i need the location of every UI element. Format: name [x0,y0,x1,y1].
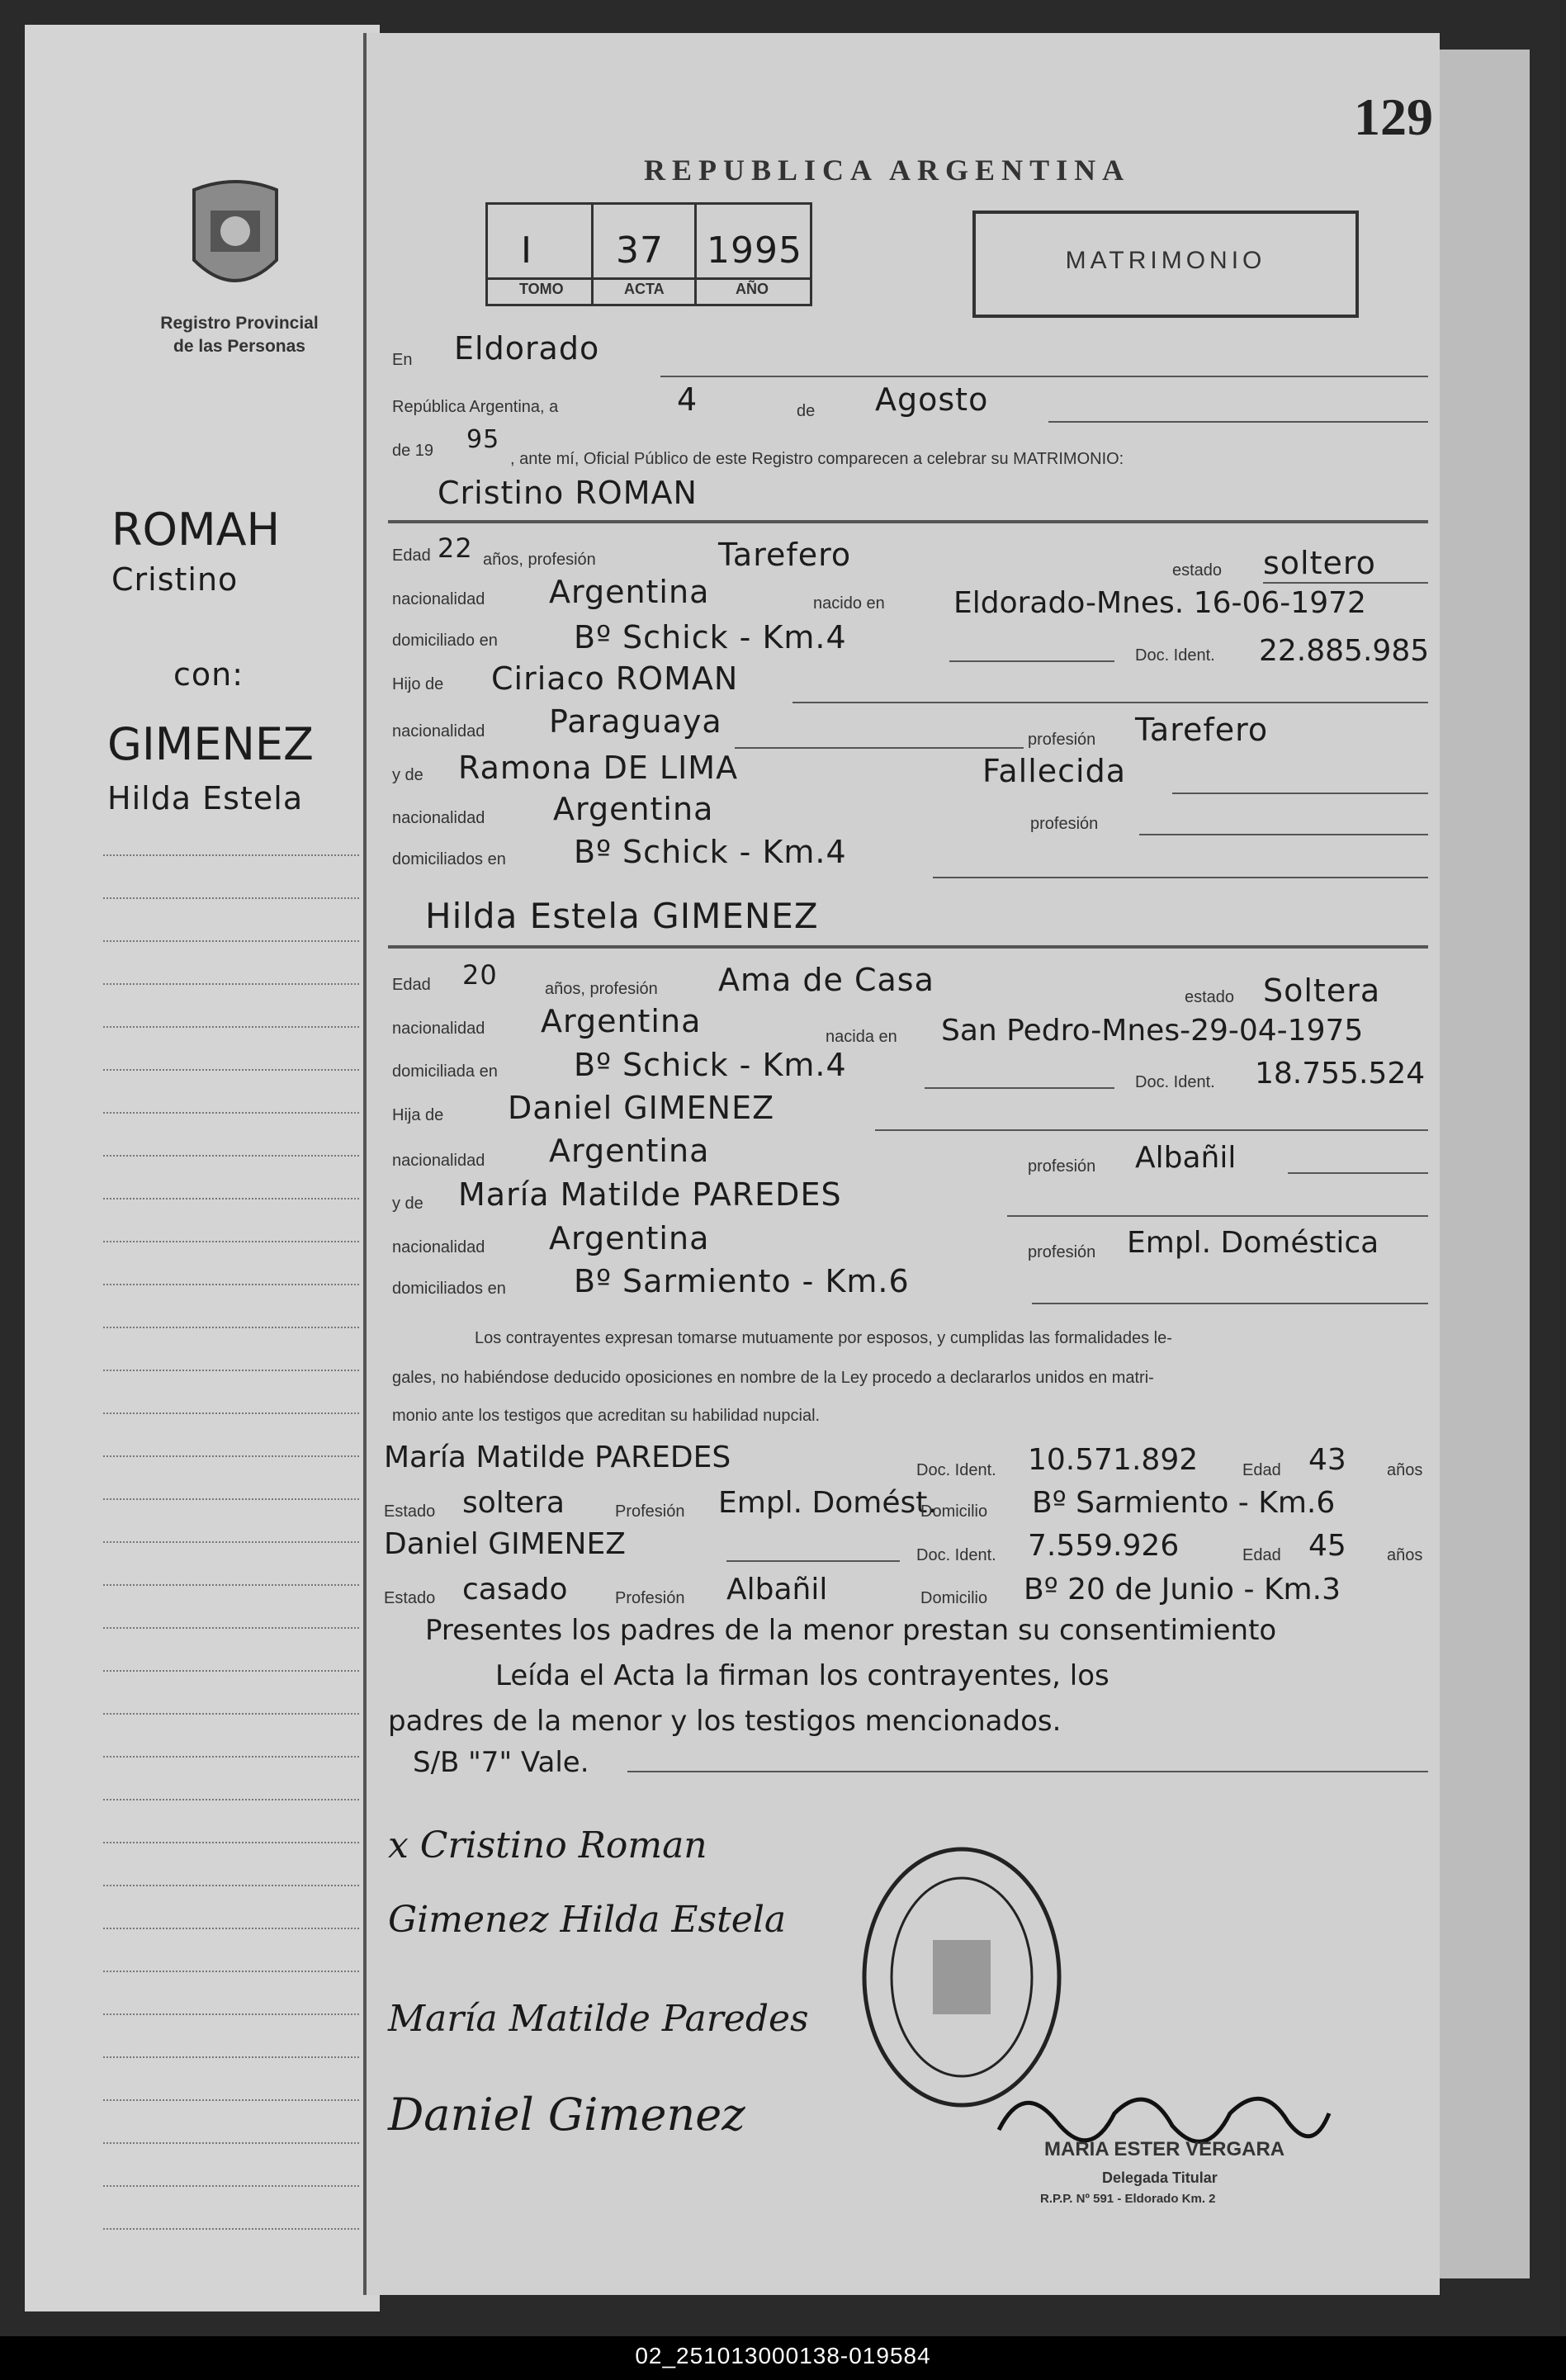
day-value: 4 [677,381,698,418]
signature-groom: x Cristino Roman [388,1824,707,1867]
signature-bride: Gimenez Hilda Estela [388,1899,787,1941]
bride-parents-address: Bº Sarmiento - Km.6 [574,1263,910,1299]
groom-profession-label: años, profesión [483,551,596,569]
margin-rule [103,1885,359,1886]
margin-rule [103,1928,359,1929]
ceremony-paragraph-line2: gales, no habiéndose deducido oposiciones en nombre de la Ley procedo a declararlos unidos en matri- [392,1369,1154,1387]
margin-rule [103,1412,359,1414]
official-name: MARIA ESTER VERGARA [1044,2138,1285,2160]
witness-2-age-label: Edad [1242,1546,1281,1564]
record-type: MATRIMONIO [1065,247,1266,274]
margin-rule [103,1498,359,1500]
bride-father: Daniel GIMENEZ [508,1090,775,1126]
bride-birth-label: nacida en [826,1028,897,1046]
witness-2-doc: 7.559.926 [1028,1529,1180,1563]
margin-rule [103,1713,359,1715]
scan-code: 02_251013000138-019584 [635,2343,931,2368]
margin-rule [103,2185,359,2187]
margin-rule [103,1327,359,1328]
witness-2-status-label: Estado [384,1589,436,1607]
groom-parents-address-label: domiciliados en [392,850,506,868]
margin-rule [103,1971,359,1972]
margin-rule [103,1584,359,1586]
groom-mother-note: Fallecida [982,753,1127,789]
bride-father-nat-label: nacionalidad [392,1152,485,1170]
groom-status: soltero [1263,545,1376,581]
margin-rule [103,1198,359,1199]
bride-doc-label: Doc. Ident. [1135,1073,1215,1091]
witness-2-years-label: años [1387,1546,1423,1564]
republica-label: República Argentina, a [392,398,559,416]
margin-rule [103,1112,359,1114]
margin-with-label: con: [173,656,244,693]
bride-profession-label: años, profesión [545,980,658,998]
witness-2-name: Daniel GIMENEZ [384,1527,626,1561]
groom-father-nat-label: nacionalidad [392,722,485,740]
witness-2-profession: Albañil [726,1573,828,1606]
registry-office-label: Registro Provincial de las Personas [160,314,319,356]
margin-rule [103,1541,359,1543]
groom-address: Bº Schick - Km.4 [574,619,847,655]
groom-birth-label: nacido en [813,594,885,613]
groom-address-label: domiciliado en [392,632,498,650]
margin-groom-name: Cristino [111,561,239,598]
margin-rule [103,1284,359,1285]
tomo-value: I [521,229,532,272]
witness-1-status: soltera [462,1486,565,1520]
witness-1-address: Bº Sarmiento - Km.6 [1032,1486,1336,1520]
bride-mother-nat-label: nacionalidad [392,1238,485,1256]
margin-rule [103,1026,359,1028]
groom-father-prof-label: profesión [1028,731,1096,749]
margin-rule [103,940,359,942]
signature-witness-2: Daniel Gimenez [388,2089,745,2141]
margin-rule [103,2142,359,2144]
bride-father-label: Hija de [392,1106,444,1124]
witness-1-doc: 10.571.892 [1028,1443,1199,1477]
margin-rule [103,897,359,899]
witness-1-doc-label: Doc. Ident. [916,1461,996,1479]
official-stamp-icon [854,1841,1069,2113]
anio-value: 1995 [707,229,802,272]
groom-mother-nat-label: nacionalidad [392,809,485,827]
official-office: R.P.P. Nº 591 - Eldorado Km. 2 [1040,2192,1216,2206]
bride-address: Bº Schick - Km.4 [574,1047,847,1083]
bride-parents-address-label: domiciliados en [392,1280,506,1298]
note-line-3: padres de la menor y los testigos mencionados. [388,1705,1062,1738]
margin-groom-surname: ROMAH [111,504,281,556]
margin-rule [103,1756,359,1758]
margin-rule [103,2228,359,2230]
groom-age: 22 [438,532,473,564]
de-label: de [797,402,816,420]
witness-1-name: María Matilde PAREDES [384,1441,731,1474]
margin-rule [103,1627,359,1629]
bride-mother: María Matilde PAREDES [458,1176,842,1213]
note-line-4: S/B "7" Vale. [413,1746,589,1779]
bride-age: 20 [462,959,498,991]
bride-mother-prof: Empl. Doméstica [1127,1226,1379,1260]
groom-status-label: estado [1172,561,1223,580]
acta-value: 37 [616,229,664,272]
margin-rule [103,1155,359,1157]
groom-father: Ciriaco ROMAN [491,660,739,697]
margin-bride-name: Hilda Estela [107,780,304,816]
margin-bride-surname: GIMENEZ [107,718,314,770]
witness-1-profession-label: Profesión [615,1502,685,1521]
margin-rule [103,1069,359,1071]
groom-mother-label: y de [392,766,423,784]
official-title: Delegada Titular [1102,2169,1218,2186]
margin-rule [103,983,359,985]
bride-mother-nat: Argentina [549,1220,710,1256]
month-value: Agosto [875,381,989,418]
intro-statement: , ante mí, Oficial Público de este Registro comparecen a celebrar su MATRIMONIO: [510,450,1124,468]
bride-father-nat: Argentina [549,1133,710,1169]
bride-full-name: Hilda Estela GIMENEZ [425,896,819,936]
next-page-edge [1436,50,1530,2278]
witness-1-years-label: años [1387,1461,1423,1479]
witness-2-address-label: Domicilio [920,1589,988,1607]
bride-father-prof-label: profesión [1028,1157,1096,1176]
groom-father-prof: Tarefero [1135,712,1269,748]
bride-nationality-label: nacionalidad [392,1020,485,1038]
groom-age-label: Edad [392,547,431,565]
record-type-box [972,211,1359,318]
groom-profession: Tarefero [718,537,852,573]
year-value: 95 [466,425,500,454]
margin-rule [103,2013,359,2015]
witness-2-doc-label: Doc. Ident. [916,1546,996,1564]
bride-father-prof: Albañil [1135,1141,1237,1175]
bride-birth: San Pedro-Mnes-29-04-1975 [941,1014,1364,1048]
ceremony-paragraph-line3: monio ante los testigos que acreditan su habilidad nupcial. [392,1407,821,1425]
witness-1-status-label: Estado [384,1502,436,1521]
page-number: 129 [1354,88,1433,146]
margin-rule [103,1370,359,1371]
year-prefix-label: de 19 [392,442,434,460]
groom-mother-nat: Argentina [553,791,714,827]
place-value: Eldorado [454,330,600,367]
groom-doc-label: Doc. Ident. [1135,646,1215,665]
witness-1-address-label: Domicilio [920,1502,988,1521]
witness-2-address: Bº 20 de Junio - Km.3 [1024,1573,1341,1606]
en-label: En [392,351,413,369]
margin-rule [103,1670,359,1672]
groom-nationality-label: nacionalidad [392,590,485,608]
ceremony-paragraph-line1: Los contrayentes expresan tomarse mutuamente por esposos, y cumplidas las formalidades le- [475,1329,1172,1347]
bride-status: Soltera [1263,972,1381,1009]
witness-2-profession-label: Profesión [615,1589,685,1607]
groom-doc: 22.885.985 [1259,634,1430,668]
acta-label: ACTA [624,281,665,297]
signature-witness-1: María Matilde Paredes [388,1998,809,2040]
margin-rule [103,1842,359,1843]
groom-nationality: Argentina [549,574,710,610]
bride-doc: 18.755.524 [1255,1057,1426,1091]
left-margin-page [25,25,380,2311]
margin-rule [103,2099,359,2101]
province-seal-icon [186,177,285,297]
margin-rule [103,1799,359,1800]
bride-mother-label: y de [392,1195,423,1213]
bride-age-label: Edad [392,976,431,994]
witness-2-age: 45 [1308,1529,1346,1563]
groom-full-name: Cristino ROMAN [438,475,698,511]
groom-father-label: Hijo de [392,675,444,693]
bride-address-label: domiciliada en [392,1062,498,1081]
record-id-box [485,202,812,306]
groom-parents-address: Bº Schick - Km.4 [574,834,847,870]
groom-mother-prof-label: profesión [1030,815,1099,833]
note-line-1: Presentes los padres de la menor prestan su consentimiento [425,1614,1277,1647]
witness-1-age-label: Edad [1242,1461,1281,1479]
anio-label: AÑO [736,281,769,297]
witness-2-status: casado [462,1573,568,1606]
groom-mother: Ramona DE LIMA [458,750,739,786]
country-title: REPUBLICA ARGENTINA [644,154,1131,187]
groom-birth: Eldorado-Mnes. 16-06-1972 [953,586,1366,620]
groom-father-nat: Paraguaya [549,703,722,740]
bride-nationality: Argentina [541,1003,702,1039]
margin-rule [103,1241,359,1242]
witness-1-profession: Empl. Domést. [718,1486,937,1520]
tomo-label: TOMO [519,281,564,297]
bride-profession: Ama de Casa [718,962,934,998]
witness-1-age: 43 [1308,1443,1346,1477]
margin-rule [103,854,359,856]
margin-rule [103,1455,359,1457]
margin-rule [103,2056,359,2058]
bride-status-label: estado [1185,988,1235,1006]
note-line-2: Leída el Acta la firman los contrayentes, los [495,1659,1109,1692]
bride-mother-prof-label: profesión [1028,1243,1096,1261]
